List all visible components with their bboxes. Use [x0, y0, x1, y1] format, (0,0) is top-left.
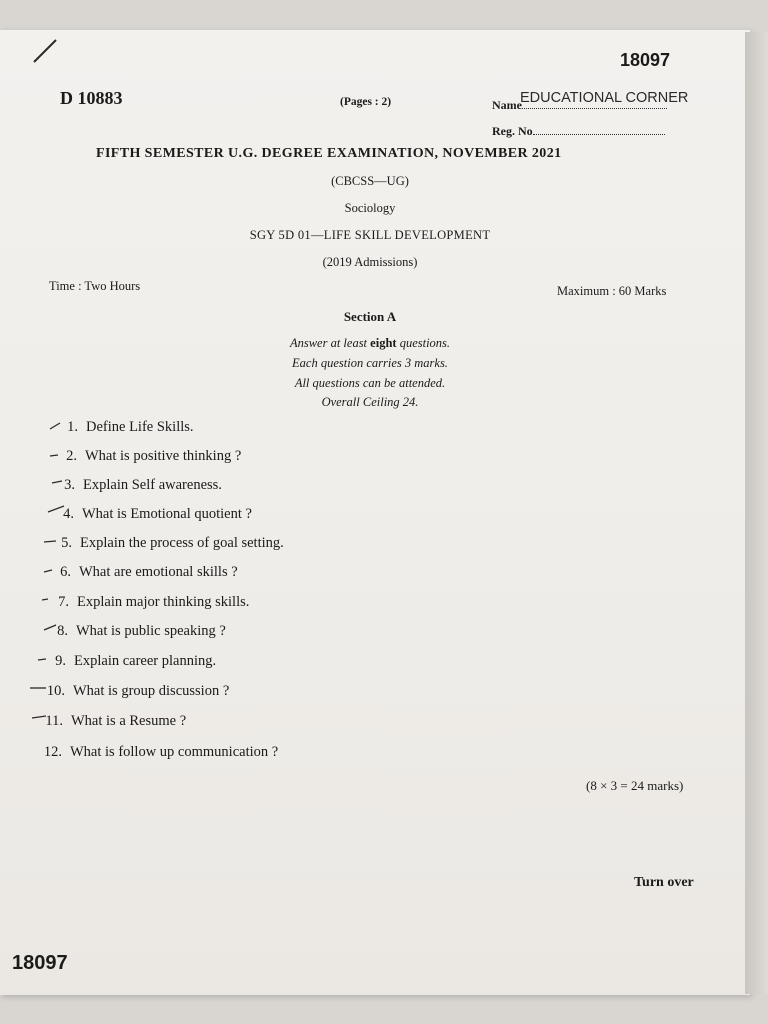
- overall-ceiling: Overall Ceiling 24.: [321, 395, 419, 409]
- admissions: (2019 Admissions): [322, 255, 418, 269]
- paper-shadow-edge: [745, 32, 768, 994]
- question-item: [52, 419, 194, 436]
- reg-label: Reg. No: [492, 124, 533, 138]
- section-instruction: [0, 336, 740, 351]
- question-number: 2.: [66, 448, 77, 464]
- question-text: Explain Self awareness.: [83, 477, 222, 493]
- subject: Sociology: [344, 201, 396, 215]
- name-field: [492, 90, 689, 113]
- question-number: 10.: [46, 683, 65, 699]
- reg-dotted-line: [533, 124, 665, 135]
- scheme: (CBCSS—UG): [331, 174, 409, 188]
- question-text: What is public speaking ?: [76, 623, 226, 639]
- question-text: What is group discussion ?: [73, 683, 230, 699]
- question-number: 5.: [61, 535, 72, 551]
- question-number: 12.: [43, 744, 62, 760]
- question-number: 6.: [60, 564, 71, 580]
- marks-summary: (8 × 3 = 24 marks): [586, 778, 684, 793]
- question-number: 3.: [64, 477, 75, 493]
- question-number: 4.: [63, 506, 74, 522]
- question-item: [45, 564, 238, 581]
- reg-no-field: [492, 120, 665, 139]
- question-text: What is a Resume ?: [71, 713, 187, 729]
- question-item: [51, 448, 241, 465]
- question-item: [36, 744, 278, 761]
- question-number: 8.: [57, 623, 68, 639]
- time-duration: Time : Two Hours: [49, 279, 141, 293]
- question-number: 7.: [58, 594, 69, 610]
- question-text: What are emotional skills ?: [79, 564, 238, 580]
- question-item: [48, 506, 252, 523]
- question-item: [49, 477, 222, 494]
- question-text: What is follow up communication ?: [70, 744, 279, 760]
- exam-title: FIFTH SEMESTER U.G. DEGREE EXAMINATION, NOVEMBER 2021: [96, 146, 562, 161]
- question-text: What is positive thinking ?: [85, 448, 242, 464]
- handwritten-tick-marks: [30, 418, 70, 738]
- instruction-bold: eight: [370, 336, 397, 350]
- question-text: Explain the process of goal setting.: [80, 535, 284, 551]
- instruction-pre: Answer at least: [289, 336, 371, 350]
- question-item: [43, 594, 249, 611]
- turn-over-note: Turn over: [634, 875, 694, 890]
- question-item: [46, 535, 284, 552]
- section-title: Section A: [343, 309, 397, 324]
- question-number: 11.: [45, 713, 63, 729]
- stamp-number-top: 18097: [620, 50, 671, 70]
- pen-stroke-icon: [30, 36, 60, 66]
- marks-per-question: Each question carries 3 marks.: [292, 356, 448, 370]
- stamp-number-bottom: 18097: [12, 952, 68, 974]
- name-label: Name: [492, 98, 522, 112]
- pages-count: (Pages : 2): [340, 96, 392, 108]
- name-value: EDUCATIONAL CORNER: [520, 90, 689, 106]
- attend-note: All questions can be attended.: [294, 376, 446, 390]
- question-text: Explain major thinking skills.: [77, 594, 250, 610]
- course-title: SGY 5D 01—LIFE SKILL DEVELOPMENT: [249, 228, 491, 242]
- question-text: Define Life Skills.: [86, 419, 194, 435]
- question-number: 1.: [67, 419, 78, 435]
- paper-code: D 10883: [60, 88, 123, 108]
- question-text: Explain career planning.: [74, 653, 217, 669]
- maximum-marks: Maximum : 60 Marks: [557, 284, 667, 298]
- question-number: 9.: [55, 653, 66, 669]
- name-dotted-line: [520, 90, 689, 109]
- instruction-post: questions.: [396, 336, 451, 350]
- question-text: What is Emotional quotient ?: [82, 506, 252, 522]
